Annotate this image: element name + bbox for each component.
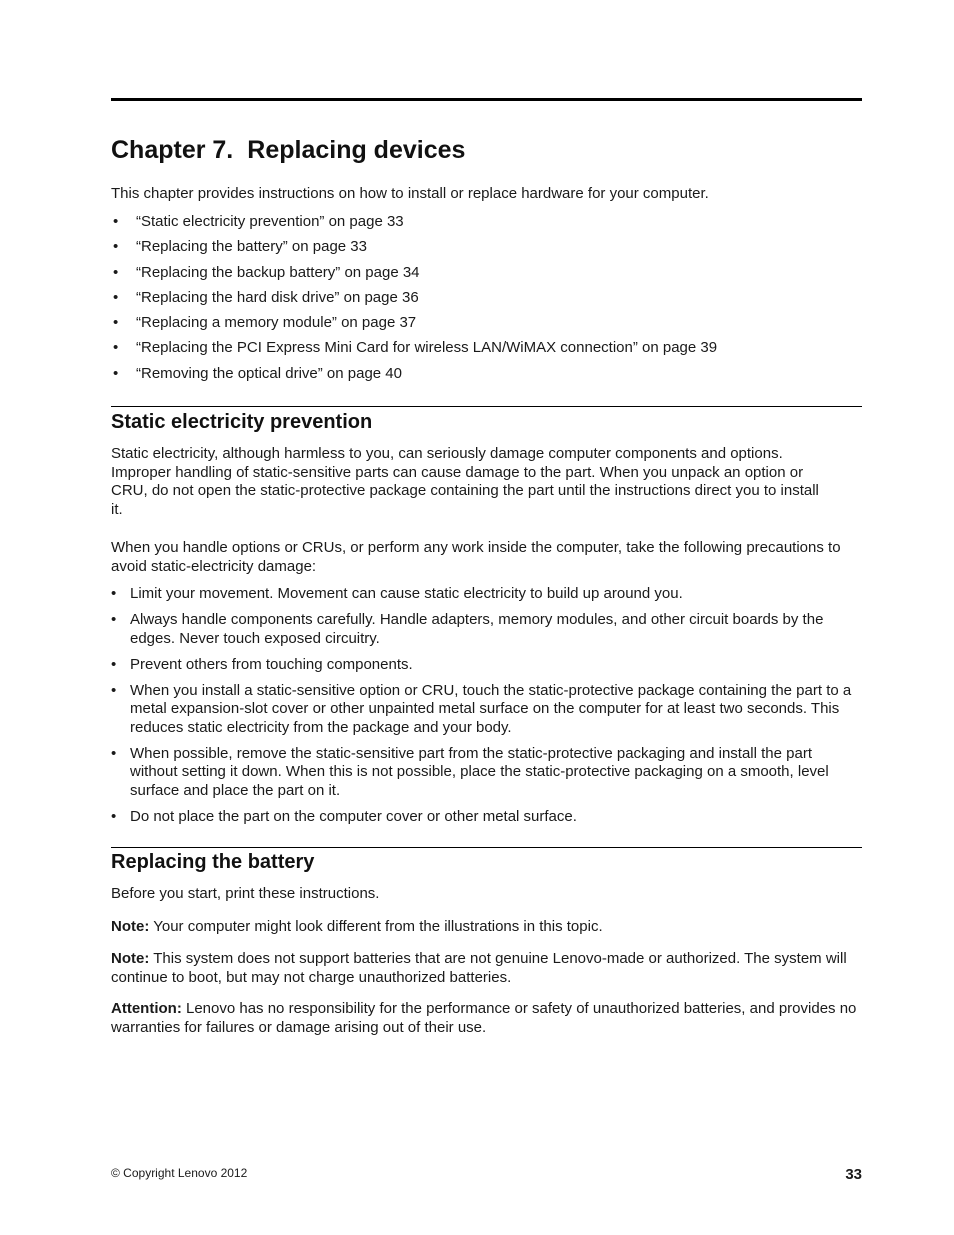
note-text: Your computer might look different from the illustrations in this topic. [153, 918, 603, 935]
battery-before-text: Before you start, print these instructions. [111, 885, 380, 902]
precautions-list [111, 585, 862, 834]
note-label: Note: [111, 950, 150, 967]
chapter-top-rule [111, 98, 862, 101]
bullet-icon: • [113, 339, 119, 357]
note-text: This system does not support batteries that are not genuine Lenovo-made or authorized. The system will continue to boot, but may not charge unauthorized batteries. [111, 950, 847, 986]
precaution-text: Always handle components carefully. Handle adapters, memory modules, and other circuit boards by the edges. Never touch exposed circuitry. [130, 611, 824, 647]
toc-item[interactable] [111, 365, 862, 384]
chapter-title-text: Replacing devices [247, 136, 466, 164]
precaution-item [111, 682, 862, 738]
precaution-text: Prevent others from touching components. [130, 655, 413, 673]
toc-link[interactable]: “Static electricity prevention” on page 33 [136, 213, 404, 230]
static-paragraph-1: Static electricity, although harmless to you, can seriously damage computer components and options. Improper handling of static-sensitive parts can cause damage to the part. When you unpack an option or CRU, do not open the static-protective package containing the part until the instructions direct you to install it. [111, 445, 819, 518]
battery-note-1 [111, 918, 862, 937]
toc-item[interactable] [111, 213, 862, 232]
bullet-icon: • [111, 611, 117, 628]
section-rule [111, 406, 862, 407]
static-paragraph-2: When you handle options or CRUs, or perform any work inside the computer, take the following precautions to avoid static-electricity damage: [111, 539, 841, 575]
footer-copyright: © Copyright Lenovo 2012 [111, 1166, 248, 1180]
toc-link[interactable]: “Replacing the backup battery” on page 34 [136, 263, 420, 281]
precaution-item [111, 656, 862, 675]
bullet-icon: • [111, 585, 117, 602]
bullet-icon: • [113, 364, 119, 382]
bullet-icon: • [113, 288, 119, 306]
section-heading-battery: Replacing the battery [111, 851, 315, 873]
toc-item[interactable] [111, 339, 862, 358]
bullet-icon: • [111, 807, 117, 825]
precaution-item [111, 585, 862, 604]
chapter-toc-list [111, 213, 862, 390]
toc-item[interactable] [111, 289, 862, 308]
chapter-number: Chapter 7. [111, 136, 234, 164]
bullet-icon: • [111, 681, 117, 699]
bullet-icon: • [113, 238, 119, 256]
chapter-title [111, 136, 465, 165]
attention-text: Lenovo has no responsibility for the performance or safety of unauthorized batteries, and provides no warranties for failures or damage arising out of their use. [111, 1000, 857, 1036]
bullet-icon: • [113, 314, 119, 332]
toc-link[interactable]: “Replacing a memory module” on page 37 [136, 314, 417, 332]
toc-link[interactable]: “Replacing the PCI Express Mini Card for wireless LAN/WiMAX connection” on page 39 [136, 339, 718, 357]
bullet-icon: • [111, 744, 117, 762]
toc-item[interactable] [111, 238, 862, 257]
toc-item[interactable] [111, 314, 862, 333]
battery-attention [111, 1000, 862, 1037]
precaution-text: Do not place the part on the computer cover or other metal surface. [130, 807, 577, 825]
toc-item[interactable] [111, 264, 862, 283]
section-heading-static: Static electricity prevention [111, 411, 373, 433]
toc-link[interactable]: “Replacing the hard disk drive” on page 36 [136, 288, 419, 306]
precaution-text: Limit your movement. Movement can cause static electricity to build up around you. [130, 585, 683, 602]
section-rule [111, 847, 862, 848]
toc-link[interactable]: “Removing the optical drive” on page 40 [136, 364, 402, 382]
precaution-text: When you install a static-sensitive option or CRU, touch the static-protective package containing the part to a metal expansion-slot cover or other unpainted metal surface on the computer for at least two seconds. This reduces static electricity from the package and your body. [130, 681, 852, 736]
bullet-icon: • [111, 655, 117, 673]
note-label: Note: [111, 918, 150, 935]
chapter-intro: This chapter provides instructions on how to install or replace hardware for your computer. [111, 185, 709, 202]
precaution-item [111, 808, 862, 827]
toc-link[interactable]: “Replacing the battery” on page 33 [136, 238, 367, 256]
bullet-icon: • [113, 213, 119, 230]
precaution-text: When possible, remove the static-sensitive part from the static-protective packaging and install the part without setting it down. When this is not possible, place the static-protective packaging on a smooth, level surface and place the part on it. [130, 744, 829, 799]
precaution-item [111, 745, 862, 801]
precaution-item [111, 611, 862, 648]
bullet-icon: • [113, 263, 119, 281]
attention-label: Attention: [111, 1000, 182, 1017]
footer-page-number: 33 [845, 1166, 862, 1183]
battery-note-2 [111, 950, 862, 987]
